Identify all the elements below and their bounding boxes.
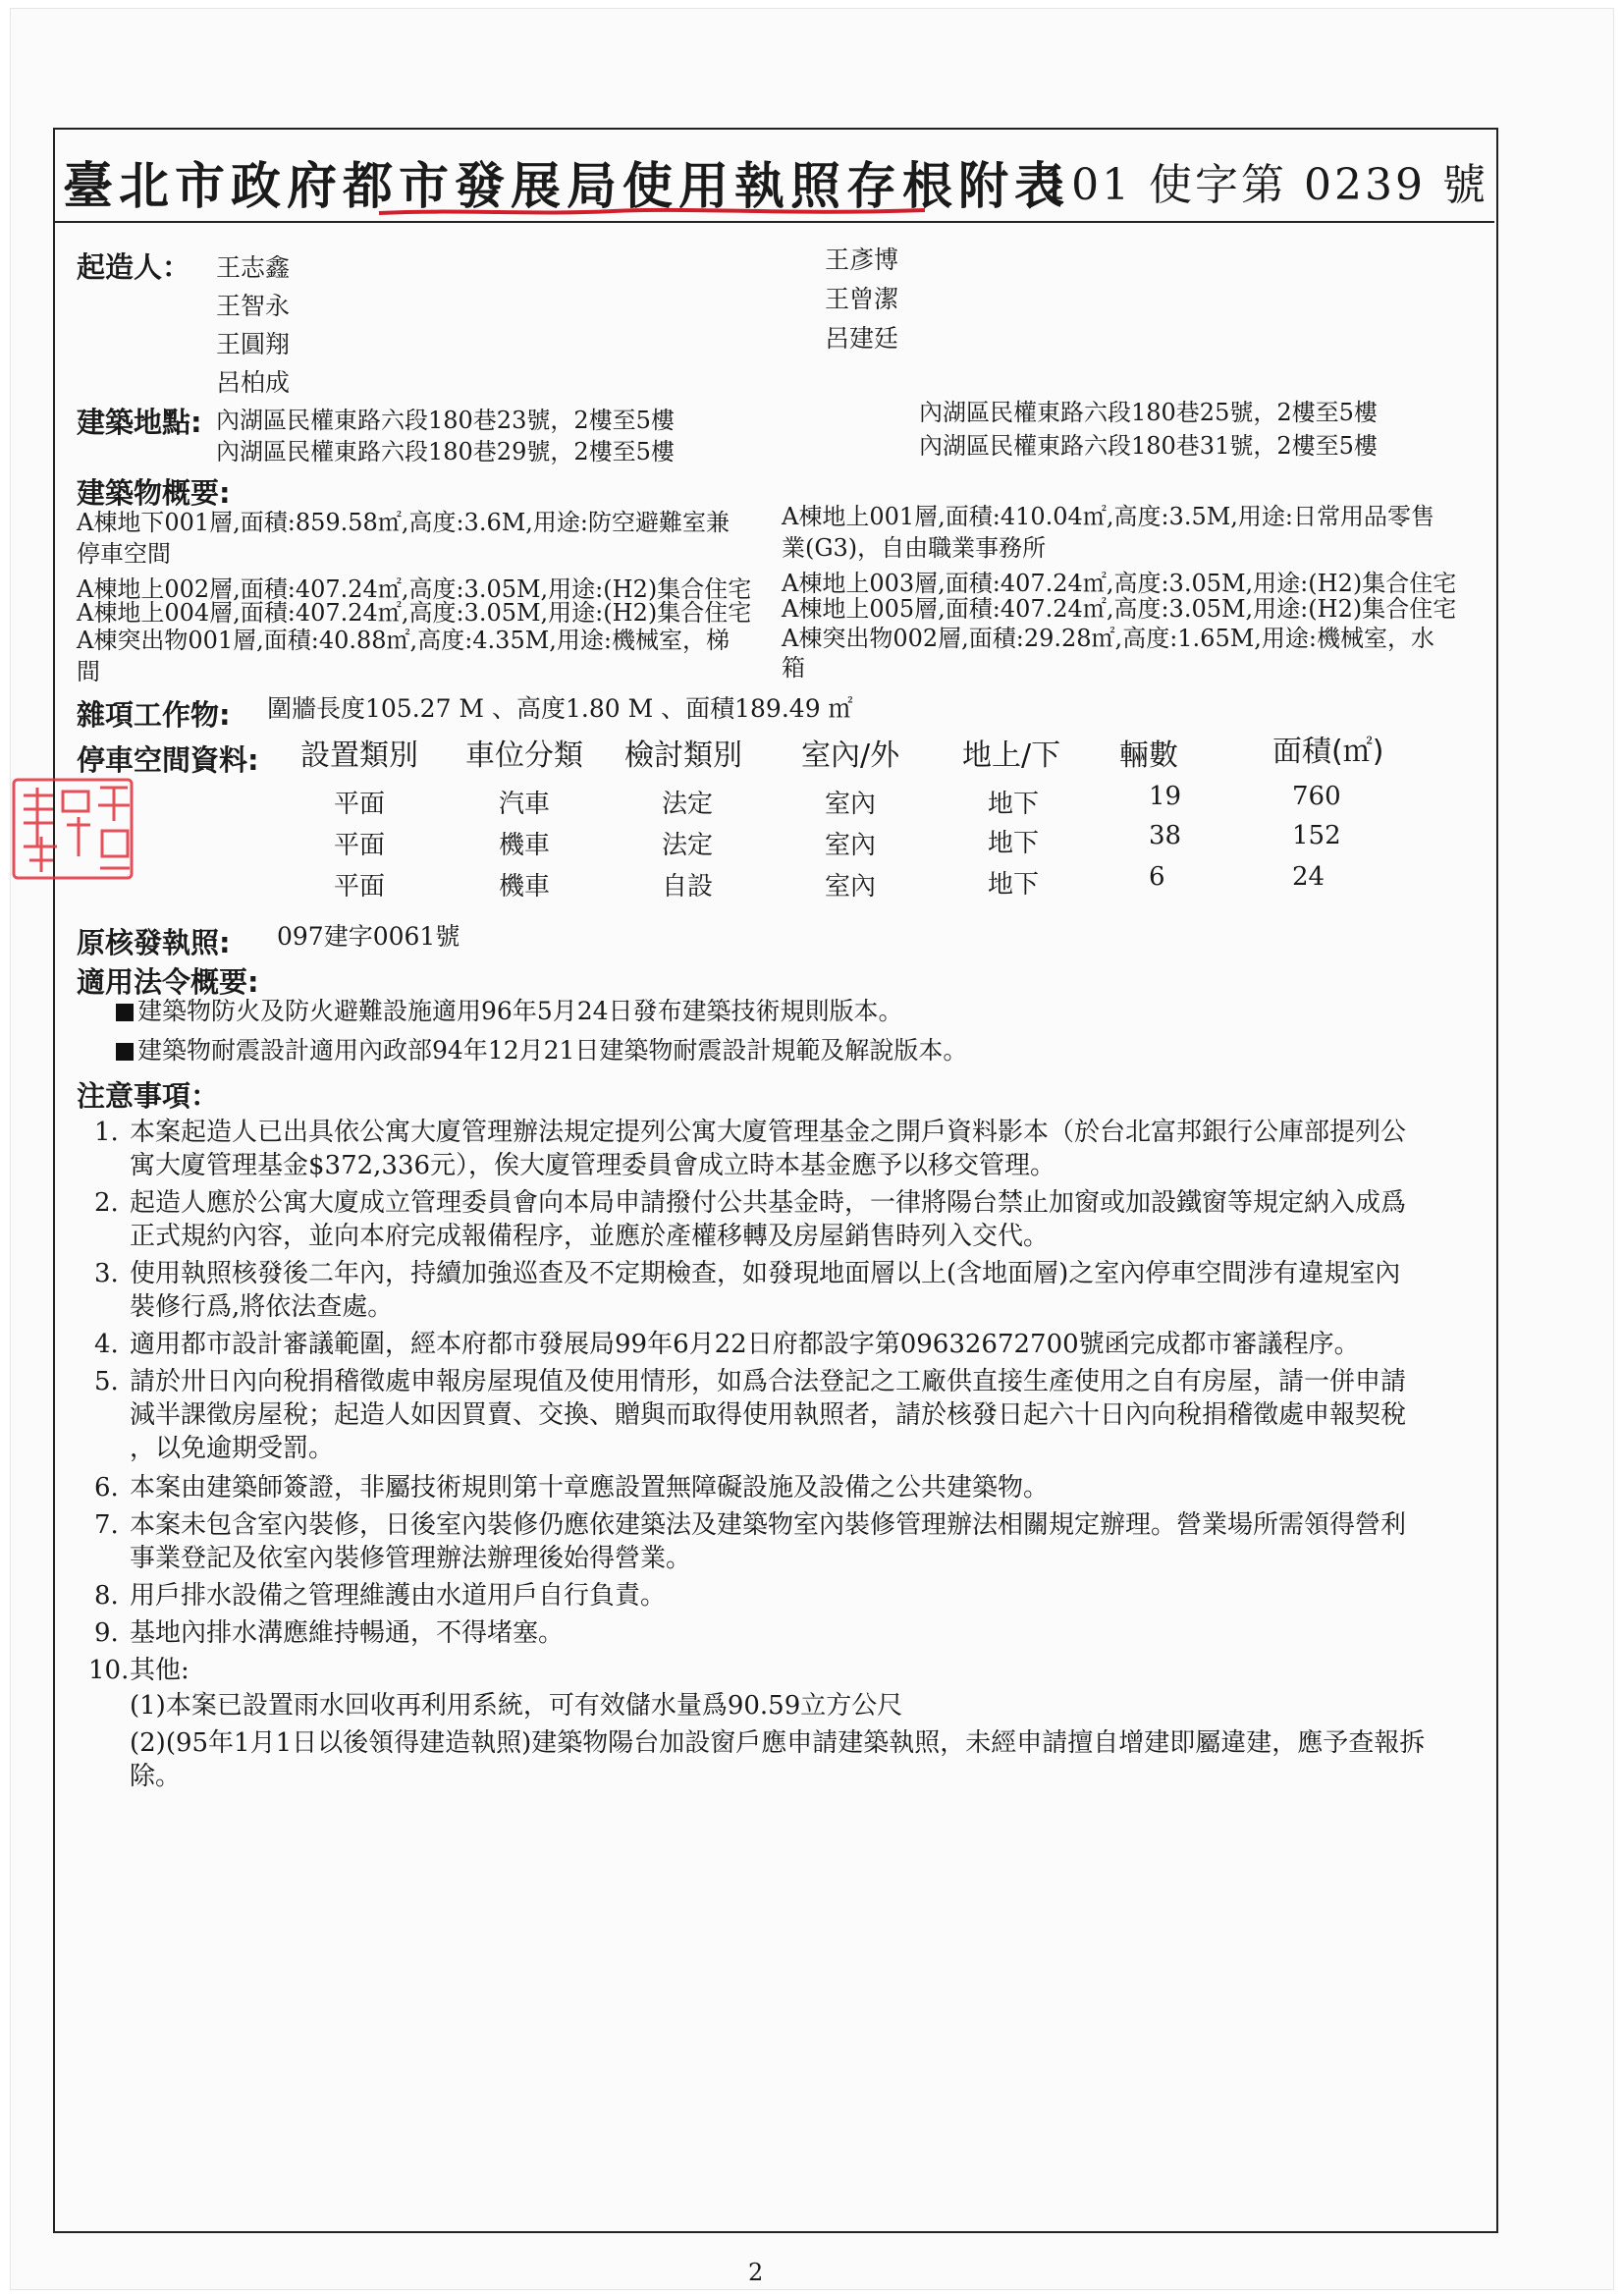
- note-text: 其他:: [130, 1656, 189, 1685]
- square-bullet-icon: [116, 1043, 134, 1061]
- parking-label: 停車空間資料:: [77, 743, 259, 777]
- note-item: [94, 1613, 564, 1649]
- other-note: 除。: [130, 1762, 182, 1791]
- overview-line: 箱: [782, 654, 805, 682]
- note-text: 用戶排水設備之管理維護由水道用戶自行負責。: [130, 1581, 667, 1611]
- parking-cell: 760: [1292, 782, 1341, 811]
- parking-col-header: 面積(㎡): [1272, 735, 1384, 769]
- note-number: 6.: [94, 1473, 119, 1503]
- parking-cell: 152: [1292, 821, 1341, 850]
- parking-cell: 平面: [334, 872, 386, 902]
- parking-col-header: 地上/下: [962, 738, 1061, 773]
- note-item: [94, 1112, 1406, 1148]
- red-seal-stamp: [10, 766, 135, 884]
- note-item: [94, 1182, 1406, 1219]
- laws-label: 適用法令概要:: [77, 965, 259, 999]
- parking-col-header: 車位分類: [465, 738, 583, 773]
- note-number: 4.: [94, 1330, 119, 1359]
- note-text: 適用都市設計審議範圍，經本府都市發展局99年6月22日府都設字第09632672700號函完成都市審議程序。: [130, 1330, 1360, 1359]
- parking-cell: 法定: [662, 831, 714, 860]
- note-number: 10.: [88, 1656, 130, 1685]
- parking-cell: 機車: [499, 831, 551, 860]
- note-text: 本案未包含室內裝修，日後室內裝修仍應依建築法及建築物室內裝修管理辦法相關規定辦理。營業場所需領得營利: [130, 1510, 1407, 1540]
- other-note: (2)(95年1月1日以後領得建造執照)建築物陽台加設窗戶應申請建築執照，未經申請擅自增建即屬違建，應予查報拆: [130, 1728, 1426, 1758]
- note-item: [88, 1650, 189, 1686]
- builder-name: 王志鑫: [216, 253, 291, 282]
- overview-line: 間: [77, 658, 100, 685]
- parking-cell: 平面: [334, 831, 386, 860]
- parking-cell: 6: [1149, 862, 1165, 892]
- page-number: 2: [748, 2259, 764, 2286]
- note-text: 本案起造人已出具依公寓大廈管理辦法規定提列公寓大廈管理基金之開戶資料影本（於台北富邦銀行公庫部提列公: [130, 1118, 1407, 1147]
- note-number: 3.: [94, 1259, 119, 1288]
- overview-line: A棟突出物002層,面積:29.28㎡,高度:1.65M,用途:機械室，水: [782, 625, 1435, 652]
- parking-cell: 38: [1149, 821, 1182, 850]
- builder-name: 王彥博: [825, 246, 899, 274]
- parking-cell: 機車: [499, 872, 551, 902]
- law-item: [116, 992, 903, 1027]
- note-text: 請於卅日內向稅捐稽徵處申報房屋現值及使用情形，如爲合法登記之工廠供直接生產使用之自有房屋，請一併申請: [130, 1367, 1407, 1396]
- note-number: 2.: [94, 1188, 119, 1218]
- builder-name: 王圓翔: [216, 330, 291, 358]
- law-item-text: 建築物防火及防火避難設施適用96年5月24日發布建築技術規則版本。: [137, 997, 903, 1025]
- parking-col-header: 輛數: [1119, 738, 1178, 773]
- overview-line: A棟地上005層,面積:407.24㎡,高度:3.05M,用途:(H2)集合住宅: [782, 595, 1457, 623]
- overview-line: A棟地上004層,面積:407.24㎡,高度:3.05M,用途:(H2)集合住宅: [77, 599, 752, 627]
- location-address: 內湖區民權東路六段180巷31號，2樓至5樓: [919, 432, 1378, 460]
- overview-line: A棟突出物001層,面積:40.88㎡,高度:4.35M,用途:機械室，梯: [77, 627, 730, 654]
- note-item: [94, 1361, 1406, 1397]
- parking-cell: 地下: [988, 870, 1040, 900]
- parking-cell: 室內: [825, 872, 877, 902]
- parking-cell: 19: [1149, 782, 1182, 811]
- note-continuation: 事業登記及依室內裝修管理辦法辦理後始得營業。: [130, 1544, 692, 1573]
- location-label: 建築地點:: [77, 406, 202, 439]
- note-item: [94, 1575, 666, 1612]
- red-pen-underline: [377, 206, 927, 218]
- note-continuation: 正式規約內容，並向本府完成報備程序，並應於產權移轉及房屋銷售時列入交代。: [130, 1222, 1050, 1251]
- note-number: 1.: [94, 1118, 119, 1147]
- overview-line: 業(G3)，自由職業事務所: [782, 534, 1047, 562]
- parking-cell: 室內: [825, 790, 877, 819]
- original-license-label: 原核發執照:: [77, 926, 231, 959]
- parking-cell: 地下: [988, 829, 1040, 858]
- note-text: 起造人應於公寓大廈成立管理委員會向本局申請撥付公共基金時，一律將陽台禁止加窗或加設鐵窗等規定納入成爲: [130, 1188, 1407, 1218]
- overview-line: A棟地上003層,面積:407.24㎡,高度:3.05M,用途:(H2)集合住宅: [782, 570, 1457, 597]
- note-continuation: 寓大廈管理基金$372,336元），俟大廈管理委員會成立時本基金應予以移交管理。: [130, 1151, 1056, 1180]
- overview-line: 停車空間: [77, 540, 171, 568]
- law-item: [116, 1031, 967, 1066]
- misc-text: 圍牆長度105.27 M 、高度1.80 M 、面積189.49 ㎡: [267, 694, 853, 723]
- permit-number: 101 使字第 0239 號: [1041, 160, 1488, 210]
- note-number: 8.: [94, 1581, 119, 1611]
- overview-line: A棟地下001層,面積:859.58㎡,高度:3.6M,用途:防空避難室兼: [77, 509, 730, 536]
- overview-line: A棟地上001層,面積:410.04㎡,高度:3.5M,用途:日常用品零售: [782, 503, 1435, 530]
- notes-label: 注意事項：: [77, 1079, 220, 1113]
- parking-col-header: 室內/外: [801, 738, 900, 773]
- location-address: 內湖區民權東路六段180巷25號，2樓至5樓: [919, 399, 1378, 426]
- note-continuation: 裝修行爲,將依法查處。: [130, 1292, 394, 1322]
- note-item: [94, 1253, 1400, 1289]
- parking-cell: 平面: [334, 790, 386, 819]
- square-bullet-icon: [116, 1004, 134, 1021]
- location-address: 內湖區民權東路六段180巷29號，2樓至5樓: [216, 438, 675, 465]
- note-continuation: ，以免逾期受罰。: [130, 1434, 335, 1463]
- note-number: 9.: [94, 1618, 119, 1648]
- note-text: 本案由建築師簽證，非屬技術規則第十章應設置無障礙設施及設備之公共建築物。: [130, 1473, 1050, 1503]
- note-item: [94, 1467, 1049, 1503]
- other-note: (1)本案已設置雨水回收再利用系統，可有效儲水量爲90.59立方公尺: [130, 1691, 903, 1721]
- note-item: [94, 1504, 1406, 1541]
- parking-cell: 法定: [662, 790, 714, 819]
- parking-cell: 地下: [988, 790, 1040, 819]
- parking-cell: 自設: [662, 872, 714, 902]
- note-continuation: 減半課徵房屋稅；起造人如因買賣、交換、贈與而取得使用執照者，請於核發日起六十日內向稅捐稽徵處申報契稅: [130, 1400, 1407, 1430]
- overview-label: 建築物概要:: [77, 476, 231, 510]
- parking-col-header: 檢討類別: [624, 738, 742, 773]
- document-title: 臺北市政府都市發展局使用執照存根附表: [63, 158, 1071, 216]
- builder-name: 王智永: [216, 292, 291, 320]
- location-address: 內湖區民權東路六段180巷23號，2樓至5樓: [216, 407, 675, 434]
- note-text: 使用執照核發後二年內，持續加強巡查及不定期檢查，如發現地面層以上(含地面層)之室內停車空間涉有違規室內: [130, 1259, 1401, 1288]
- note-number: 5.: [94, 1367, 119, 1396]
- note-item: [94, 1324, 1360, 1360]
- note-number: 7.: [94, 1510, 119, 1540]
- law-item-text: 建築物耐震設計適用內政部94年12月21日建築物耐震設計規範及解說版本。: [137, 1036, 968, 1065]
- note-text: 基地內排水溝應維持暢通，不得堵塞。: [130, 1618, 565, 1648]
- misc-label: 雜項工作物:: [77, 698, 231, 732]
- builders-label: 起造人：: [77, 250, 191, 284]
- parking-cell: 室內: [825, 831, 877, 860]
- parking-col-header: 設置類別: [300, 738, 418, 773]
- builder-name: 呂建廷: [825, 324, 899, 353]
- overview-line: A棟地上002層,面積:407.24㎡,高度:3.05M,用途:(H2)集合住宅: [77, 575, 752, 603]
- builder-name: 王曾潔: [825, 285, 899, 313]
- parking-cell: 24: [1292, 862, 1325, 892]
- original-license-number: 097建字0061號: [277, 922, 460, 951]
- title-row: [53, 128, 1494, 223]
- builder-name: 呂柏成: [216, 368, 291, 397]
- parking-cell: 汽車: [499, 790, 551, 819]
